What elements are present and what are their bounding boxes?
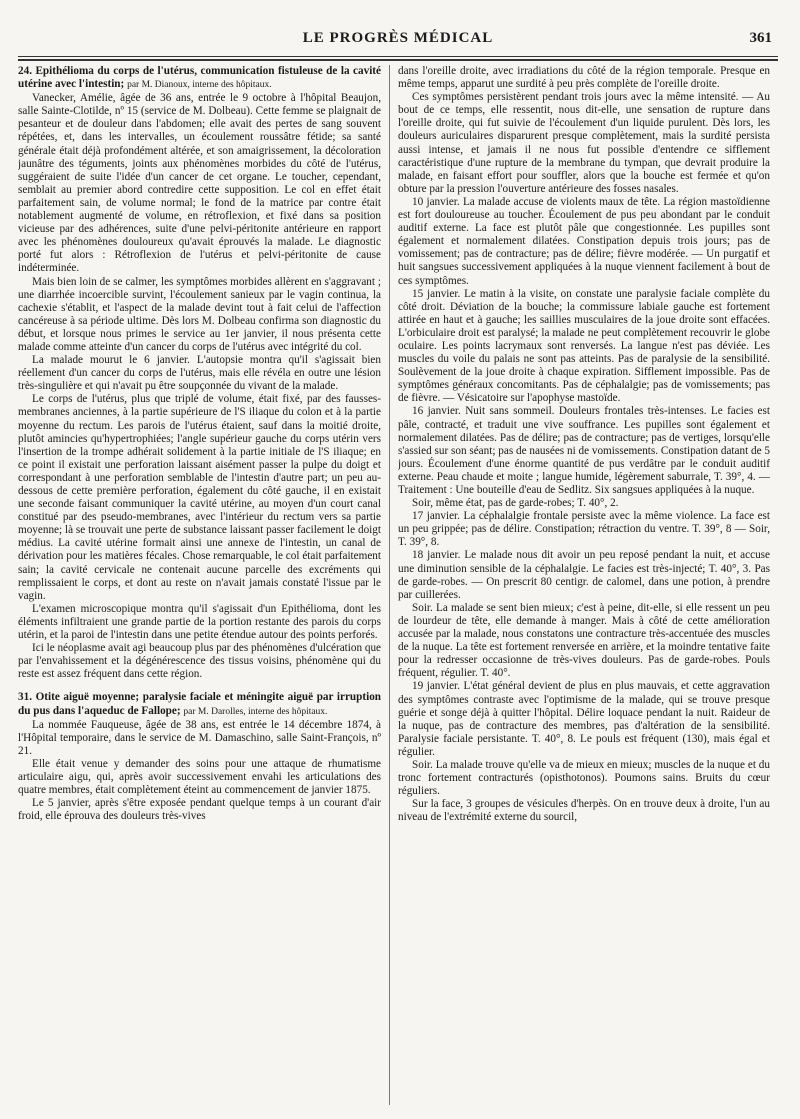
case-title: Epithélioma du corps de l'utérus, communication fistuleuse de la cavité utérine avec l'intestin; [18,65,381,91]
case-number: 24. [18,65,32,77]
paragraph: 16 janvier. Nuit sans sommeil. Douleurs frontales très-intenses. Le facies est pâle, contracté, et traduit une vive souffrance. Les pupilles sont également et normalement dilatées. Pas de délire; pas de contracture; pas de vertiges, lorsqu'elle s'assied sur son séant; pas de nausées ni de vomissements. Constipation datant de 5 jours. Écoulement d'une énorme quantité de pus verdâtre par le conduit auditif externe. Peau chaude et moite ; langue humide, légèrement saburrale, T. 39°, 4. — Traitement : Une bouteille d'eau de Sedlitz. Six sangsues appliquées à la nuque. [398,405,770,496]
left-column [18,65,381,1115]
paragraph: Sur la face, 3 groupes de vésicules d'herpès. On en trouve deux à droite, l'un au niveau de l'extrémité externe du sourcil, [398,798,770,824]
case-24-heading [18,65,381,92]
paragraph: Soir. La malade se sent bien mieux; c'est à peine, dit-elle, si elle ressent un peu de lourdeur de tête, elle demande à manger. Mais à côté de cette amélioration accusée par la malade, nous constatons une contracture très-accentuée des muscles de la nuque. La tête est fortement renversée en arrière, et la moindre tentative faite pour la redresser occasionne de très-vives douleurs. Pas de garde-robes. Pouls fréquent, régulier. T. 40°. [398,601,770,680]
paragraph: Soir, même état, pas de garde-robes; T. 40°, 2. [412,497,619,510]
page-header [18,30,778,52]
right-column [398,65,770,1115]
case-author: par M. Dianoux, interne des hôpitaux. [127,80,272,91]
paragraph: 15 janvier. Le matin à la visite, on constate une paralysie faciale complète du côté droit. Déviation de la bouche; la commissure labiale gauche est fortement attirée en haut et à gauche; les saillies musculaires de la joue droite sont effacées. L'orbiculaire droit est paralysé; la malade ne peut complètement recouvrir le globe oculaire. Les points lacrymaux sont renversés. La langue n'est pas déviée. Les muscles du voile du palais ne sont pas atteints. Pas de paralysie de la sensibilité. Soulèvement de la joue droite à chaque expiration. Sifflement impossible. Pas de symptômes généraux concomitants. Pas de céphalalgie; pas de vomissements; pas de fièvre. — Vésicatoire sur l'apophyse mastoïde. [398,287,770,405]
section-spacer [18,681,381,691]
paragraph: Le corps de l'utérus, plus que triplé de volume, était fixé, par des fausses-membranes anciennes, à la partie supérieure de l'S iliaque du colon et à la partie moyenne du rectum. Les parois de l'utérus étaient, sauf dans la moitié droite, plutôt amincies qu'hypertrophiées; l'angle supérieur gauche du corps utérin vers l'insertion de la trompe adhérait solidement à la partie initiale de l'S iliaque; en ce point il existait une perforation laissant aisément passer la pulpe du doigt et correspondant à une perforation semblable de l'intestin d'autre part; un peu au-dessous de cette première perforation, également du côté gauche, il en existait une seconde faisant communiquer la cavité utérine, au moyen d'un court canal constitué par des pseudo-membranes, avec l'intérieur du rectum vers sa partie moyenne; là se trouvait une perte de substance laissant passer facilement le doigt médius. La cavité utérine formait ainsi une annexe de l'intestin, un canal de dérivation pour les matières fécales. Chose remarquable, le col était parfaitement sain; la cavité cervicale ne contenait aucune parcelle des excréments qui remplissaient le corps, et dont au reste on n'avait jamais constaté l'issue par le vagin. [18,393,381,602]
paragraph: Ici le néoplasme avait agi beaucoup plus par des phénomènes d'ulcération que par l'envahissement et la dégénérescence des tissus voisins, phénomène qui du reste est assez fréquent dans cette région. [18,642,381,681]
column-divider [389,65,390,1105]
paragraph: Vanecker, Amélie, âgée de 36 ans, entrée le 9 octobre à l'hôpital Beaujon, salle Sainte-Clotilde, nº 15 (service de M. Dolbeau). Cette femme se plaignait de pesanteur et de douleur dans l'abdomen; elle avait des pertes de sang souvent répétées, et, dans les intervalles, un écoulement roussâtre fétide; sa santé générale était déjà profondément altérée, et son amaigrissement, la décoloration jaunâtre des téguments, joints aux phénomènes morbides du côté de l'utérus, suggéraient de suite l'idée d'un cancer de cet organe. Le toucher, cependant, semblait au premier abord contredire cette supposition. Le col en effet était parfaitement sain, de volume normal; le fond de la matrice par contre était notablement augmenté de volume, en rétroflexion, et fixé dans sa position vicieuse par des adhérences, suite d'une pelvi-péritonite antérieure en rapport avec les phénomènes douloureux qu'avait éprouvés la malade. Le diagnostic porté fut alors : Rétroflexion de l'utérus et pelvi-péritonite de cause indéterminée. [18,92,381,275]
case-title: Otite aiguë moyenne; paralysie faciale et méningite aiguë par irruption du pus dans l'aqueduc de Fallope; [18,691,381,717]
case-number: 31. [18,691,32,704]
paragraph: L'examen microscopique montra qu'il s'agissait d'un Epithélioma, dont les éléments infiltraient une grande partie de la portion restante des parois du corps utérin, et la paroi de l'intestin dans une petite étendue autour des points perforés. [18,602,381,642]
running-title: LE PROGRÈS MÉDICAL [302,30,494,46]
paragraph: dans l'oreille droite, avec irradiations du côté de la région temporale. Presque en même temps, apparut une surdité à peu près complète de l'oreille droite. [398,65,770,91]
case-author: par M. Darolles, interne des hôpitaux. [183,706,328,717]
paragraph: 19 janvier. L'état général devient de plus en plus mauvais, et cette aggravation des symptômes contraste avec l'optimisme de la malade, qui se trouve presque guérie et songe déjà à quitter l'hôpital. Délire loquace pendant la nuit. Raideur de la nuque, pas de contracture des membres, pas d'altération de la sensibilité. Paralysie faciale persistante. T. 40°, 8. Le pouls est fréquent (130), mais égal et régulier. [398,680,770,758]
header-rule-thick [18,59,778,61]
paragraph: Ces symptômes persistèrent pendant trois jours avec la même intensité. — Au bout de ce temps, elle ressentit, nous dit-elle, une sensation de rupture dans l'oreille droite, qui fut suivie de l'écoulement d'un liquide purulent. Dès lors, les douleurs auriculaires disparurent presque complètement, mais la surdité persista aussi intense, et jamais il ne nous fut possible d'entendre ce sifflement caractéristique d'une rupture de la membrane du tympan, que devrait produire la malade, en faisant effort pour souffler, alors que la bouche est fermée et qu'on obture par la pression l'ouverture antérieure des fosses nasales. [398,91,770,195]
paragraph: 10 janvier. La malade accuse de violents maux de tête. La région mastoïdienne est fort douloureuse au toucher. Écoulement de pus peu abondant par le conduit auditif externe. La face est plutôt pâle que congestionnée. Les pupilles sont également et normalement dilatées. Constipation depuis trois jours; pas de vomissement; pas de contracture; pas de délire; fièvre modérée. — Un purgatif et huit sangsues successivement appliquées à la nuque viennent facilement à bout de ces symptômes. [398,195,770,287]
page-number: 361 [749,30,772,46]
paragraph: Mais bien loin de se calmer, les symptômes morbides allèrent en s'aggravant ; une diarrhée incoercible survint, l'écoulement sanieux par le vagin continua, la cachexie s'établit, et l'aspect de la malade devint tout à fait celui de l'affection cancéreuse à sa période ultime. Dès lors M. Dolbeau confirma son diagnostic du début, et lorsque nous primes le service au 1er janvier, il nous présenta cette malade comme atteinte d'un cancer du corps de l'utérus avec intégrité du col. [18,275,381,353]
paragraph: La malade mourut le 6 janvier. L'autopsie montra qu'il s'agissait bien réellement d'un cancer du corps de l'utérus, mais elle révéla en outre une lésion très-singulière et qui n'avait pu être soupçonnée du vivant de la malade. [18,354,381,393]
paragraph: 17 janvier. La céphalalgie frontale persiste avec la même violence. La face est un peu grippée; pas de délire. Constipation; rétraction du ventre. T. 39°, 8 — Soir, T. 39°, 8. [398,510,770,549]
case-31-heading [18,691,381,718]
paragraph: Soir. La malade trouve qu'elle va de mieux en mieux; muscles de la nuque et du tronc fortement contracturés (opisthotonos). Poumons sains. Bruits du cœur réguliers. [398,758,770,798]
paragraph: 18 janvier. Le malade nous dit avoir un peu reposé pendant la nuit, et accuse une diminution sensible de la céphalalgie. Le facies est très-injecté; T. 40°, 3. Pas de garde-robes. — On prescrit 80 centigr. de calomel, dans une potion, à prendre par cuillerées. [398,549,770,601]
paragraph: La nommée Fauqueuse, âgée de 38 ans, est entrée le 14 décembre 1874, à l'Hôpital temporaire, dans le service de M. Damaschino, salle Saint-François, nº 21. [18,718,381,757]
header-rule [18,56,778,57]
paragraph: Elle était venue y demander des soins pour une attaque de rhumatisme articulaire aigu, qui, après avoir successivement envahi les articulations des quatre membres, était complètement éteint au commencement de janvier 1875. [18,757,381,797]
paragraph: Le 5 janvier, après s'être exposée pendant quelque temps à un courant d'air froid, elle éprouva des douleurs très-vives [18,797,381,823]
